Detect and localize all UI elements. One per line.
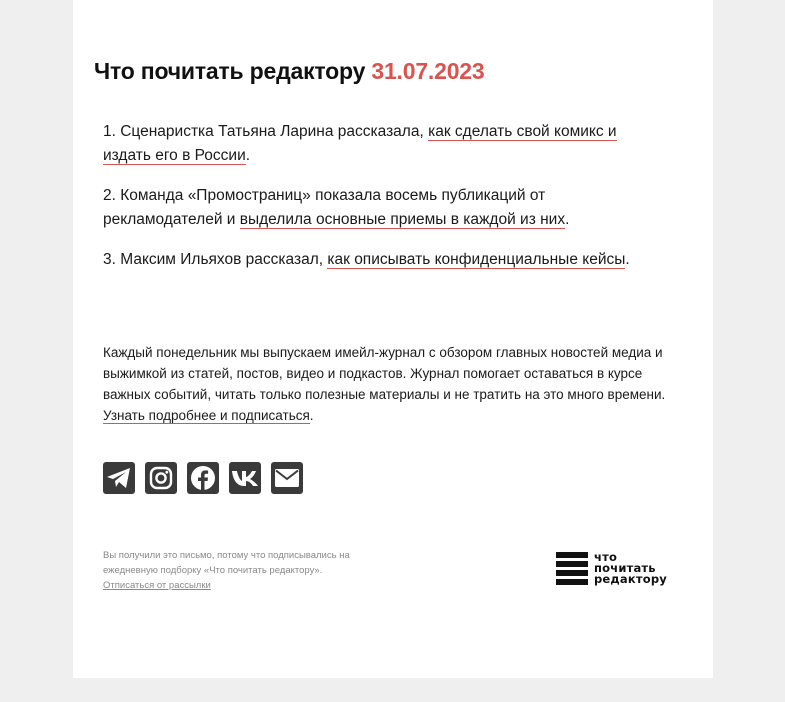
item-text: 3. Максим Ильяхов рассказал,: [103, 251, 328, 268]
social-links: [103, 462, 303, 494]
item-punct: .: [245, 147, 251, 164]
footer-note: [103, 548, 393, 593]
subscribe-link[interactable]: Узнать подробнее и подписаться: [103, 407, 310, 423]
article-link[interactable]: выделила основные приемы в каждой из них: [239, 211, 566, 228]
list-item: [103, 248, 663, 272]
title-text: Что почитать редактору: [94, 58, 366, 84]
item-punct: .: [565, 211, 570, 228]
logo-line: что: [594, 550, 618, 564]
list-item: [103, 184, 663, 232]
logo-line: почитать: [594, 561, 656, 575]
facebook-icon[interactable]: [187, 462, 219, 494]
list-item: [103, 120, 663, 168]
item-text: 2. Команда «Промостраниц» показала восемь публикаций от рекламодателей и: [103, 187, 546, 228]
logo-text: [594, 552, 667, 585]
logo-bars-icon: [556, 552, 588, 585]
email-icon[interactable]: [271, 462, 303, 494]
article-list: [103, 120, 663, 288]
instagram-icon[interactable]: [145, 462, 177, 494]
subscription-notice: Вы получили это письмо, потому что подписывались на ежедневную подборку «Что почитать редактору».: [103, 550, 350, 576]
about-text: [103, 342, 693, 426]
about-punct: .: [309, 407, 314, 423]
about-body: Каждый понедельник мы выпускаем имейл-журнал с обзором главных новостей медиа и выжимкой из статей, постов, видео и подкастов. Журнал помогает оставаться в курсе важных событий, читать только полезные материалы и не тратить на это много времени.: [103, 344, 666, 402]
item-punct: .: [625, 251, 630, 268]
unsubscribe-link[interactable]: Отписаться от рассылки: [103, 580, 211, 591]
telegram-icon[interactable]: [103, 462, 135, 494]
page-title: [94, 58, 485, 85]
article-link[interactable]: как описывать конфиденциальные кейсы: [327, 251, 626, 268]
item-text: 1. Сценаристка Татьяна Ларина рассказала,: [103, 123, 429, 140]
email-card: [73, 0, 713, 678]
logo-line: редактору: [594, 572, 667, 586]
vk-icon[interactable]: [229, 462, 261, 494]
article-link[interactable]: как сделать свой комикс и издать его в России: [103, 123, 617, 164]
logo: [556, 552, 667, 585]
issue-date: 31.07.2023: [371, 58, 485, 84]
